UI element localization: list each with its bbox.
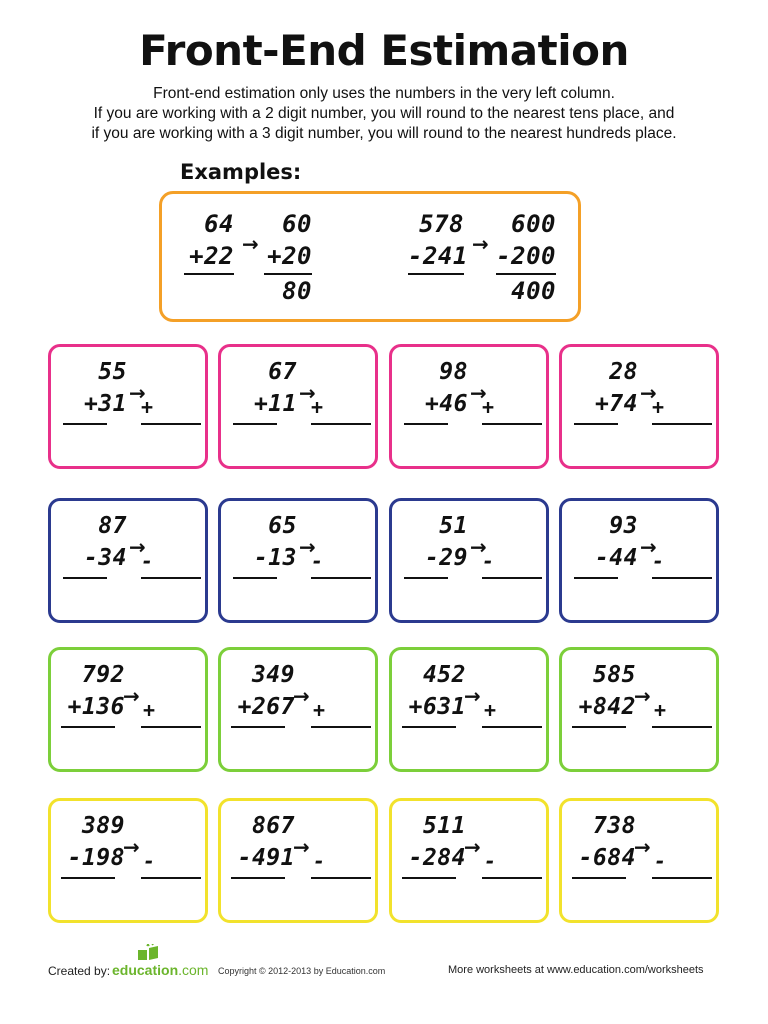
underline [233,577,277,579]
problem-number-top: 98 [439,359,468,385]
intro-text [20,84,748,144]
operator-sign: - [143,849,156,873]
example-number: 600 [511,210,556,238]
problem-card [218,498,378,623]
underline [61,726,115,728]
problem-number-bottom: -491 [237,845,295,871]
underline [402,726,456,728]
underline [61,877,115,879]
more-worksheets-link[interactable]: More worksheets at www.education.com/worksheets [448,964,704,976]
arrow-icon: → [293,684,311,708]
problem-card [389,798,549,923]
answer-blank[interactable] [311,423,371,425]
answer-blank[interactable] [652,423,712,425]
problem-card [218,344,378,469]
example-left-estimate [264,208,312,307]
problem-card [559,798,719,923]
answer-blank[interactable] [652,726,712,728]
underline [408,273,464,275]
example-right-problem [408,208,468,275]
problem-number-top: 93 [609,513,638,539]
example-number: -241 [408,242,468,270]
problem-number-top: 65 [268,513,297,539]
example-number: 578 [419,210,464,238]
problem-number-bottom: -284 [408,845,466,871]
problem-card [559,498,719,623]
intro-line: Front-end estimation only uses the numbers in the very left column. [153,85,615,102]
problem-number-bottom: -29 [424,545,468,571]
operator-sign: + [482,395,495,419]
operator-sign: - [652,549,665,573]
problem-number-top: 55 [98,359,127,385]
underline [233,423,277,425]
arrow-icon: → [129,381,147,405]
operator-sign: + [652,395,665,419]
answer-blank[interactable] [482,423,542,425]
example-result: 80 [282,277,312,305]
underline [572,726,626,728]
underline [404,577,448,579]
example-number: -200 [496,242,556,270]
footer [0,962,768,992]
problem-card [218,798,378,923]
problem-number-bottom: +31 [83,391,127,417]
problem-number-top: 67 [268,359,297,385]
answer-blank[interactable] [311,726,371,728]
answer-blank[interactable] [482,877,542,879]
arrow-icon: → [123,684,141,708]
example-result: 400 [511,277,556,305]
problem-number-top: 389 [81,813,125,839]
operator-sign: + [143,698,156,722]
operator-sign: - [141,549,154,573]
intro-line: if you are working with a 3 digit number, you will round to the nearest hundreds place. [91,125,677,142]
problem-card [48,798,208,923]
problem-number-top: 792 [81,662,125,688]
arrow-icon: → [293,835,311,859]
problem-number-bottom: +136 [67,694,125,720]
underline [231,877,285,879]
operator-sign: + [484,698,497,722]
answer-blank[interactable] [482,726,542,728]
problem-card [389,498,549,623]
problem-card [48,647,208,772]
problem-number-top: 511 [422,813,466,839]
problem-card [559,647,719,772]
underline [402,877,456,879]
problem-number-bottom: +631 [408,694,466,720]
problem-number-bottom: -34 [83,545,127,571]
problem-card [218,647,378,772]
underline [574,423,618,425]
example-box [159,191,581,322]
problem-number-bottom: +11 [253,391,297,417]
answer-blank[interactable] [141,726,201,728]
problem-number-bottom: -198 [67,845,125,871]
arrow-icon: → [123,835,141,859]
problem-number-bottom: -44 [594,545,638,571]
problem-number-bottom: +842 [578,694,636,720]
book-logo-icon [136,944,162,962]
underline [184,273,234,275]
example-number: 64 [204,210,234,238]
problem-number-top: 585 [592,662,636,688]
problem-number-top: 51 [439,513,468,539]
arrow-icon: → [470,381,488,405]
page-title: Front-End Estimation [139,26,629,75]
answer-blank[interactable] [311,877,371,879]
operator-sign: + [141,395,154,419]
example-number: +22 [189,242,234,270]
arrow-icon: → [129,535,147,559]
problem-number-top: 87 [98,513,127,539]
operator-sign: + [313,698,326,722]
operator-sign: - [311,549,324,573]
operator-sign: - [313,849,326,873]
examples-label: Examples: [180,160,302,184]
example-left-problem [184,208,234,275]
arrow-icon: → [299,535,317,559]
copyright-text: Copyright © 2012-2013 by Education.com [218,966,386,976]
arrow-icon: → [242,232,259,256]
problem-number-bottom: -13 [253,545,297,571]
operator-sign: - [482,549,495,573]
operator-sign: + [654,698,667,722]
operator-sign: + [311,395,324,419]
intro-line: If you are working with a 2 digit number, you will round to the nearest tens place, and [93,105,675,122]
problem-number-bottom: +267 [237,694,295,720]
underline [404,423,448,425]
answer-blank[interactable] [141,423,201,425]
example-number: 60 [282,210,312,238]
problem-card [559,344,719,469]
problem-number-bottom: +46 [424,391,468,417]
problem-number-bottom: +74 [594,391,638,417]
underline [231,726,285,728]
arrow-icon: → [640,535,658,559]
arrow-icon: → [464,684,482,708]
arrow-icon: → [472,232,489,256]
answer-blank[interactable] [652,877,712,879]
problem-number-top: 28 [609,359,638,385]
answer-blank[interactable] [141,877,201,879]
problem-card [389,344,549,469]
arrow-icon: → [464,835,482,859]
problem-card [48,498,208,623]
answer-blank[interactable] [652,577,712,579]
problem-number-top: 867 [251,813,295,839]
example-number: +20 [267,242,312,270]
problem-card [48,344,208,469]
underline [63,423,107,425]
arrow-icon: → [299,381,317,405]
example-right-estimate [496,208,556,307]
operator-sign: - [654,849,667,873]
arrow-icon: → [634,835,652,859]
logo-text: education [112,962,179,978]
problem-number-top: 738 [592,813,636,839]
arrow-icon: → [634,684,652,708]
underline [63,577,107,579]
answer-blank[interactable] [482,577,542,579]
problem-number-top: 349 [251,662,295,688]
answer-blank[interactable] [311,577,371,579]
problem-number-top: 452 [422,662,466,688]
answer-blank[interactable] [141,577,201,579]
created-by-label: Created by: [48,964,111,978]
problem-number-bottom: -684 [578,845,636,871]
problem-card [389,647,549,772]
logo-suffix: .com [178,962,209,978]
operator-sign: - [484,849,497,873]
arrow-icon: → [640,381,658,405]
education-logo[interactable] [112,962,208,978]
underline [574,577,618,579]
arrow-icon: → [470,535,488,559]
underline [572,877,626,879]
